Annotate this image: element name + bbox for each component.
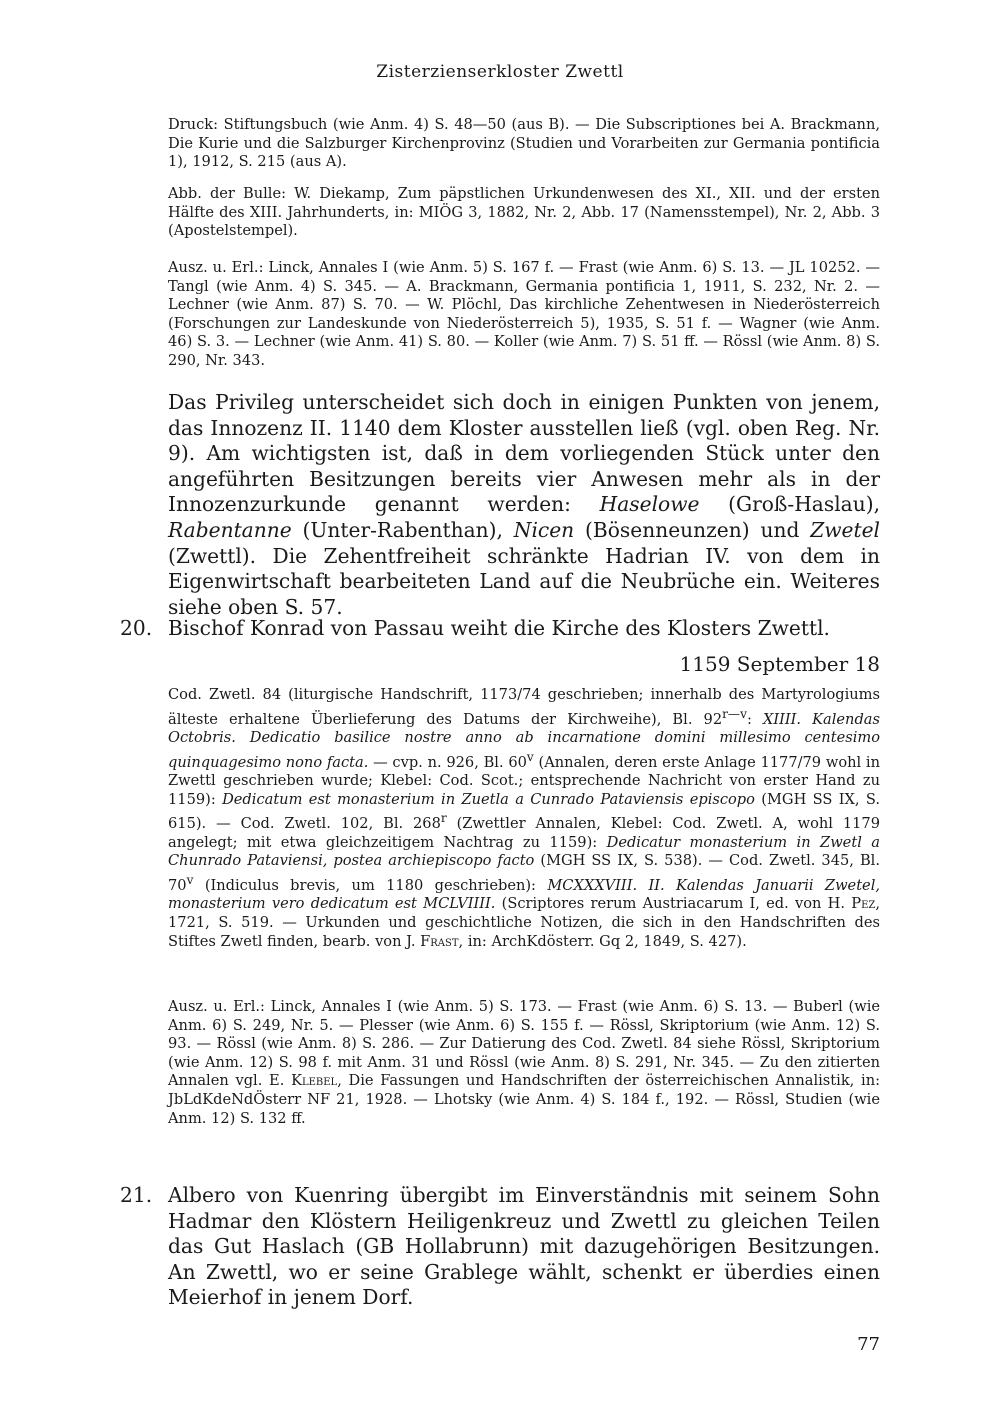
source-text: — cvp. n. 926, Bl. 60 <box>368 753 527 771</box>
source-text: (Indiculus brevis, um 1180 geschrieben): <box>193 876 548 894</box>
druck-note-text: Druck: Stiftungsbuch (wie Anm. 4) S. 48—50 (aus B). — Die Subscriptiones bei A. Brackmann, Die Kurie und die Salzburger Kirchenprovinz (Studien und Vorarbeiten zur Germania pontificia 1), 1912, S. 215 (aus A). <box>168 116 880 171</box>
author-name: Klebel <box>291 1072 338 1090</box>
folio-sup: v <box>526 749 534 764</box>
place-name: Nicen <box>513 517 575 542</box>
entry-20-title: Bischof Konrad von Passau weiht die Kirche des Klosters Zwettl. <box>168 616 830 640</box>
source-text: , 1721, S. 519. — Urkunden und geschichtliche Notizen, die sich in den Handschriften des Stiftes Zwetl finden, bearb. von J. <box>168 895 880 950</box>
folio-sup: r <box>440 811 447 826</box>
source-quote: MCXXXVIII. II. Kalendas Januarii Zwetel, monasterium vero dedicatum est MCLVIIII. <box>168 876 881 913</box>
ausz-text: , Die Fassungen und Handschriften der österreichischen Annalistik, in: JbLdKdeNdÖsterr NF 21, 1928. — Lhotsky (wie Anm. 4) S. 184 f., 192. — Rössl, Studien (wie Anm. 12) S. 132 ff. <box>168 1072 881 1127</box>
folio-sup: r—v <box>722 706 747 721</box>
source-quote: XIIII. Kalendas Octobris. Dedicatio basilice nostre anno ab incarnatione domini millesimo centesimo quinquagesimo nono facta. <box>168 710 880 771</box>
source-quote: Dedicatum est monasterium in Zuetla a Cunrado Pataviensis episcopo <box>222 790 755 808</box>
source-text: (Scriptores rerum Austriacarum I, ed. von H. <box>495 895 852 913</box>
ausz-note <box>168 259 880 371</box>
source-text: Cod. Zwetl. 84 (liturgische Handschrift, 1173/74 geschrieben; innerhalb des Martyrologiums älteste erhaltene Überlieferung des Datums der Kirchweihe), Bl. 92 <box>168 686 880 728</box>
commentary-text: Das Privileg unterscheidet sich doch in einigen Punkten von jenem, das Innozenz II. 1140 dem Kloster ausstellen ließ (vgl. oben Reg. Nr. 9). Am wichtigsten ist, daß in dem vorliegenden Stück unter den angeführten Besitzungen bereits vier Anwesen mehr als in der Innozenzurkunde genannt werden: <box>168 390 880 517</box>
page-number: 77 <box>857 1334 880 1355</box>
source-text: (MGH SS IX, S. 615). — Cod. Zwetl. 102, Bl. 268 <box>168 790 880 833</box>
abb-note <box>168 185 880 241</box>
entry-21-number: 21. <box>120 1183 153 1207</box>
entry-20-ausz <box>168 998 880 1128</box>
source-text: (Zwettler Annalen, Klebel: Cod. Zwetl. A, wohl 1179 angelegt; mit etwa gleichzeitigem Nachtrag zu 1159): <box>168 815 880 851</box>
abb-note-text: Abb. der Bulle: W. Diekamp, Zum päpstlichen Urkundenwesen des XI., XII. und der ersten Hälfte des XIII. Jahrhunderts, in: MIÖG 3, 1882, Nr. 2, Abb. 17 (Namensstempel), Nr. 2, Abb. 3 (Apostelstempel). <box>168 185 880 240</box>
commentary-text: (Groß-Haslau), <box>699 492 880 517</box>
source-text: : <box>746 710 763 728</box>
commentary-text: (Bösenneunzen) und <box>574 517 811 542</box>
running-head: Zisterzienserkloster Zwettl <box>376 62 624 82</box>
entry-20-number: 20. <box>120 616 153 640</box>
commentary-text: (Zwettl). Die Zehentfreiheit schränkte Hadrian IV. von dem in Eigenwirtschaft bearbeiteten Land auf die Neubrüche ein. Weiteres siehe oben S. 57. <box>168 543 880 619</box>
ausz-note-text: Ausz. u. Erl.: Linck, Annales I (wie Anm. 5) S. 167 f. — Frast (wie Anm. 6) S. 13. — JL 10252. — Tangl (wie Anm. 4) S. 345. — A. Brackmann, Germania pontificia 1, 1911, S. 232, Nr. 2. — Lechner (wie Anm. 87) S. 70. — W. Plöchl, Das kirchliche Zehentwesen in Niederösterreich (Forschungen zur Landeskunde von Niederösterreich 5), 1935, S. 51 f. — Wagner (wie Anm. 46) S. 3. — Lechner (wie Anm. 41) S. 80. — Koller (wie Anm. 7) S. 51 ff. — Rössl (wie Anm. 8) S. 290, Nr. 343. <box>168 259 880 369</box>
commentary-text: (Unter-Rabenthan), <box>291 517 514 542</box>
source-quote: Dedicatur monasterium in Zwetl a Chunrado Pataviensi, postea archiepiscopo facto <box>168 833 880 870</box>
place-name: Rabentanne <box>168 517 292 542</box>
commentary-paragraph <box>168 390 880 620</box>
author-name: Pez <box>851 895 876 913</box>
druck-note <box>168 116 880 172</box>
entry-20-sources <box>168 686 880 951</box>
place-name: Haselowe <box>599 492 700 517</box>
source-text: (Annalen, deren erste Anlage 1177/79 wohl in Zwettl geschrieben wurde; Klebel: Cod. Scot.; entsprechende Nachricht von erster Hand zu 1159): <box>168 753 880 808</box>
source-text: (MGH SS IX, S. 538). — Cod. Zwetl. 345, Bl. 70 <box>168 852 880 894</box>
ausz-text: Ausz. u. Erl.: Linck, Annales I (wie Anm. 5) S. 173. — Frast (wie Anm. 6) S. 13. — Buberl (wie Anm. 6) S. 249, Nr. 5. — Plesser (wie Anm. 6) S. 155 f. — Rössl, Skriptorium (wie Anm. 12) S. 93. — Rössl (wie Anm. 8) S. 286. — Zur Datierung des Cod. Zwetl. 84 siehe Rössl, Skriptorium (wie Anm. 12) S. 98 f. mit Anm. 31 und Rössl (wie Anm. 8) S. 291, Nr. 345. — Zu den zitierten Annalen vgl. E. <box>168 998 880 1090</box>
source-text: , in: ArchKdösterr. Gq 2, 1849, S. 427). <box>458 932 747 950</box>
folio-sup: v <box>186 872 194 887</box>
place-name: Zwetel <box>810 517 880 542</box>
author-name: Frast <box>420 932 459 950</box>
entry-20-date: 1159 September 18 <box>679 652 880 676</box>
entry-21-title: Albero von Kuenring übergibt im Einverständnis mit seinem Sohn Hadmar den Klöstern Heiligenkreuz und Zwettl zu gleichen Teilen das Gut Haslach (GB Hollabrunn) mit dazugehörigen Besitzungen. An Zwettl, wo er seine Grablege wählt, schenkt er überdies einen Meierhof in jenem Dorf. <box>168 1183 880 1310</box>
